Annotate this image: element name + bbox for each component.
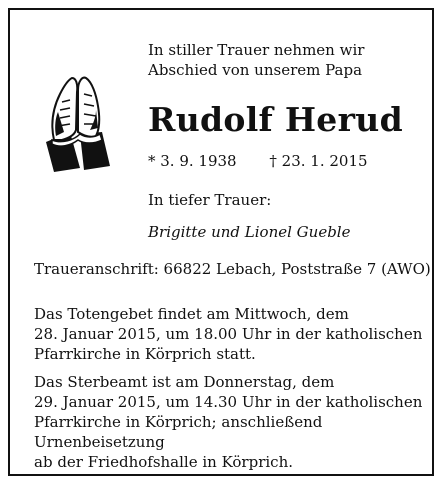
paragraph-line: Pfarrkirche in Körprich; anschließend Urnenbeisetzung <box>34 413 323 451</box>
intro-line: Abschied von unserem Papa <box>148 61 363 79</box>
birth-date: * 3. 9. 1938 <box>148 152 237 170</box>
mourner-names: Brigitte und Lionel Gueble <box>148 223 351 241</box>
obituary-notice <box>8 8 434 476</box>
death-date: † 23. 1. 2015 <box>269 152 368 170</box>
condolence-address: Traueranschrift: 66822 Lebach, Poststraße 7 (AWO) <box>34 260 431 278</box>
intro-line: In stiller Trauer nehmen wir <box>148 41 365 59</box>
praying-hands-icon <box>40 72 120 176</box>
mourning-section <box>148 190 350 242</box>
paragraph-line: 28. Januar 2015, um 18.00 Uhr in der katholischen <box>34 325 423 343</box>
prayer-service-paragraph <box>34 304 434 364</box>
paragraph-line: ab der Friedhofshalle in Körprich. <box>34 453 293 471</box>
deceased-name: Rudolf Herud <box>148 100 403 139</box>
intro-text <box>148 40 364 80</box>
paragraph-line: 29. Januar 2015, um 14.30 Uhr in der katholischen <box>34 393 423 411</box>
paragraph-line: Das Totengebet findet am Mittwoch, dem <box>34 305 349 323</box>
funeral-mass-paragraph <box>34 372 434 472</box>
life-dates <box>148 152 368 170</box>
paragraph-line: Das Sterbeamt ist am Donnerstag, dem <box>34 373 335 391</box>
paragraph-line: Pfarrkirche in Körprich statt. <box>34 345 256 363</box>
mourning-label: In tiefer Trauer: <box>148 191 272 209</box>
